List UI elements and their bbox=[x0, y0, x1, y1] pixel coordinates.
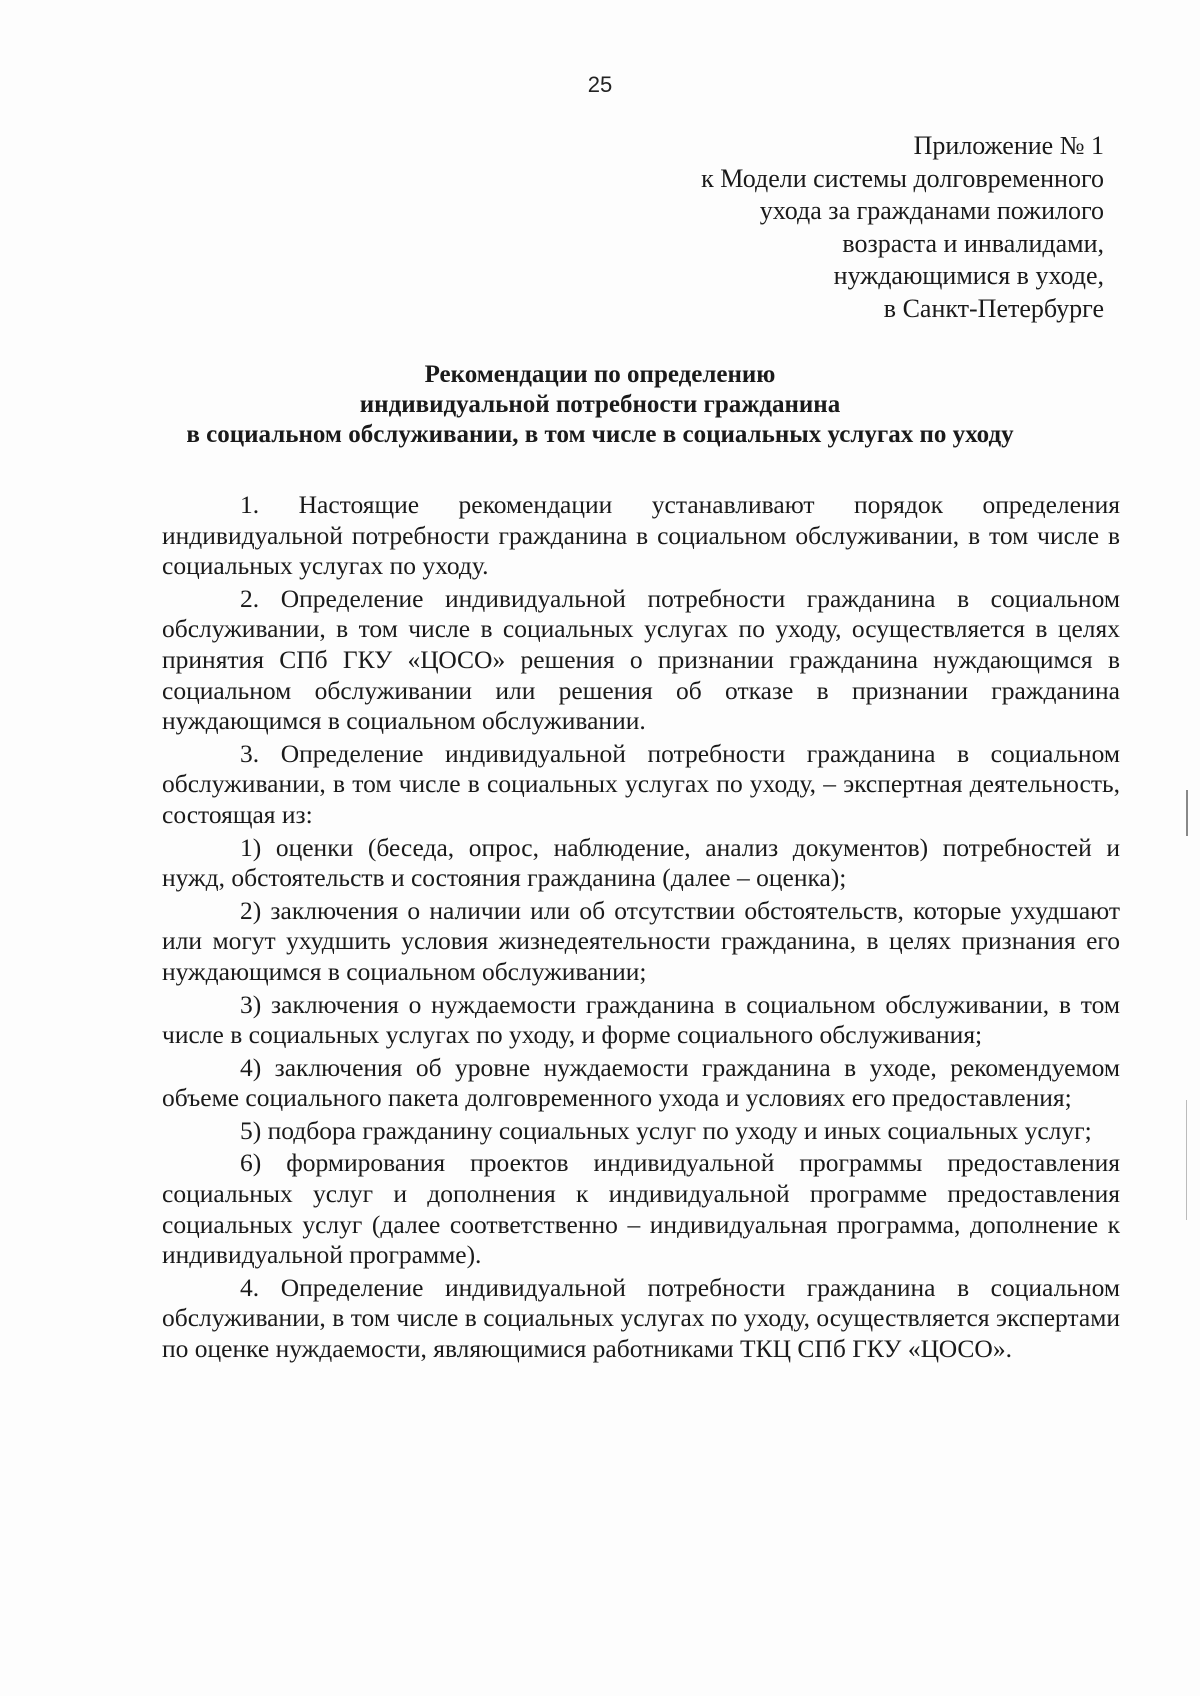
scan-artifact bbox=[1186, 790, 1188, 836]
title-line: Рекомендации по определению bbox=[424, 361, 776, 388]
appendix-line: ухода за гражданами пожилого bbox=[759, 196, 1104, 225]
paragraph-2: 2. Определение индивидуальной потребности гражданина в социальном обслуживании, в том числе в социальных услугах по уходу, осуществляется в целях принятия СПб ГКУ «ЦОСО» решения о признании гражданина нуждающимся в социальном обслуживании или решения об отказе в признании гражданина нуждающимся в социальном обслуживании. bbox=[162, 583, 1120, 736]
scan-artifact bbox=[1186, 1100, 1187, 1220]
appendix-line: нуждающимися в уходе, bbox=[833, 261, 1104, 290]
title-line: индивидуальной потребности гражданина bbox=[359, 391, 841, 418]
paragraph-3: 3. Определение индивидуальной потребности гражданина в социальном обслуживании, в том числе в социальных услугах по уходу, – экспертная деятельность, состоящая из: bbox=[162, 738, 1120, 829]
appendix-reference bbox=[584, 130, 1104, 325]
list-item-3: 3) заключения о нуждаемости гражданина в социальном обслуживании, в том числе в социальных услугах по уходу, и форме социального обслуживания; bbox=[162, 989, 1120, 1050]
appendix-line: в Санкт-Петербурге bbox=[883, 293, 1104, 323]
paragraph-4: 4. Определение индивидуальной потребности гражданина в социальном обслуживании, в том числе в социальных услугах по уходу, осуществляется экспертами по оценке нуждаемости, являющимися работниками ТКЦ СПб ГКУ «ЦОСО». bbox=[162, 1272, 1120, 1364]
document-body bbox=[162, 490, 1120, 1365]
list-item-5: 5) подбора гражданину социальных услуг по уходу и иных социальных услуг; bbox=[240, 1115, 1092, 1145]
paragraph-1: 1. Настоящие рекомендации устанавливают порядок определения индивидуальной потребности гражданина в социальном обслуживании, в том числе в социальных услугах по уходу. bbox=[162, 490, 1120, 581]
appendix-line: к Модели системы долговременного bbox=[701, 163, 1104, 193]
appendix-line: Приложение № 1 bbox=[913, 131, 1104, 160]
appendix-line: возраста и инвалидами, bbox=[842, 228, 1104, 258]
list-item-1: 1) оценки (беседа, опрос, наблюдение, анализ документов) потребностей и нужд, обстоятельств и состояния гражданина (далее – оценка); bbox=[162, 832, 1120, 893]
list-item-6: 6) формирования проектов индивидуальной программы предоставления социальных услуг и дополнения к индивидуальной программе предоставления социальных услуг (далее соответственно – индивидуальная программа, дополнение к индивидуальной программе). bbox=[162, 1148, 1120, 1270]
list-item-2: 2) заключения о наличии или об отсутствии обстоятельств, которые ухудшают или могут ухудшить условия жизнедеятельности гражданина, в целях признания его нуждающимся в социальном обслуживании; bbox=[162, 895, 1120, 986]
page-number: 25 bbox=[587, 72, 613, 97]
list-item-4: 4) заключения об уровне нуждаемости гражданина в уходе, рекомендуемом объеме социального пакета долговременного ухода и условиях его предоставления; bbox=[162, 1052, 1120, 1113]
document-title bbox=[100, 360, 1100, 450]
title-line: в социальном обслуживании, в том числе в социальных услугах по уходу bbox=[186, 421, 1014, 448]
